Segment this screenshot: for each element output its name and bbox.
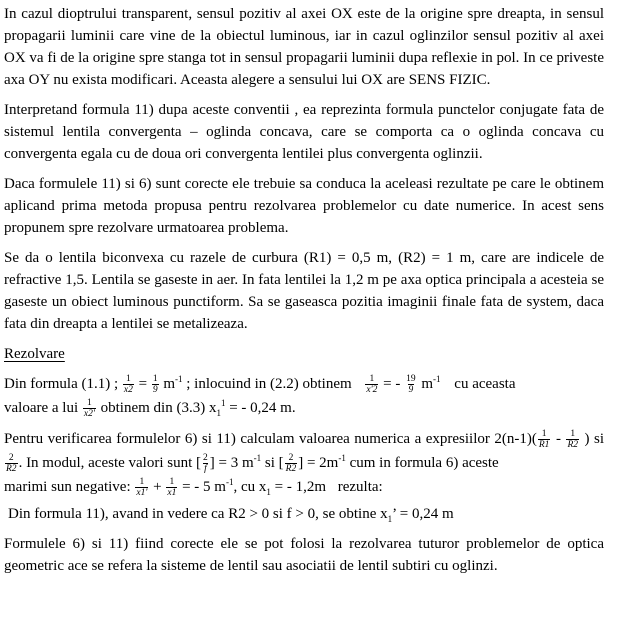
paragraph-conventions: In cazul dioptrului transparent, sensul pozitiv al axei OX este de la origine spre dreapta, in sensul propagarii luminii care vine de la obiectul luminous, iar in cazul oglinzilor sensul pozitiv al axei OX va fi de la origine spre stanga tot in sensul propagarii luminii dupa reflexie in pol. In ce priveste axa OY nu exista modificari. Aceasta alegere a sensului lui OX are SENS FIZIC. [4,6,604,88]
fraction: $\frac{1}{x1}$ [167,477,177,499]
paragraph-verification: Daca formulele 11) si 6) sunt corecte ele trebuie sa conduca la aceleasi rezultate pe care le obtinem aplicand prima metoda propusa pentru rezolvarea problemelor cu date numerice. In acest sens propunem spre rezolvare urmatoarea problema. [4,176,604,236]
verification-block: Pentru verificarea formulelor 6) si 11) calculam valoarea numerica a expresiilor 2(n-1)( $\frac{1}{R1}$ - $\frac{1}{R2}$ ) si $\frac{2}{R2}$ . In modul, aceste valori sunt [ $\frac{2}{f}$ ] = 3 $m^{-1}$ si [ $\frac{2}{R2}$ ] = $2m^{-1}$ cum in formula 6) aceste marimi sun negative: $\frac{1}{x1'}$ + $\frac{1}{x1}$ = - 5 $m^{-1}$, cu $x_1$ = - 1,2m rezulta: [4,429,604,499]
result-line: Din formula 11), avand in vedere ca R2 > 0 si f > 0, se obtine $x_1$’ = 0,24 m [8,506,454,525]
solution-line-2: valoare a lui $\frac{1}{x2'}$ obtinem din (3.3) $x_1^1$ = - 0,24 m. [4,398,296,420]
paragraph-problem: Se da o lentila biconvexa cu razele de curbura (R1) = 0,5 m, (R2) = 1 m, care are indicele de refractive 1,5. Lentila se gaseste in aer. In fata lentilei la 1,2 m pe axa optica principala a acesteia se gaseste un obiect luminous punctiform. Sa se gaseasca pozitia imaginii finale fata de system, daca fata din dreapta a lentilei se metalizeaza. [4,250,604,332]
fraction: $\frac{1}{x2'}$ [83,398,95,420]
fraction: $\frac{1}{x1'}$ [136,477,148,499]
fraction: $\frac{1}{R2}$ [567,429,578,451]
fraction: $\frac{1}{9}$ [152,374,158,396]
fraction: $\frac{2}{f}$ [203,453,208,475]
fraction: $\frac{19}{9}$ [406,374,416,396]
fraction: $\frac{1}{x2}$ [123,374,133,396]
solution-line-1: Din formula (1.1) ; $\frac{1}{x2}$ = $\frac{1}{9}$ $m^{-1}$ ; inlocuind in (2.2) obtinem $\frac{1}{x'2}$ = - $\frac{19}{9}$ $m^{-1}$ cu aceasta [4,374,516,396]
paragraph-interpretation: Interpretand formula 11) dupa aceste conventii , ea reprezinta formula punctelor conjugate fata de sistemul lentila convergenta – oglinda concava, care se comporta ca o oglinda concava cu convergenta egala cu de doua ori convergenta lentilei plus convergenta oglinzii. [4,102,604,162]
fraction: $\frac{2}{R2}$ [285,453,297,475]
fraction: $\frac{2}{R2}$ [6,453,17,475]
paragraph-conclusion: Formulele 6) si 11) fiind corecte ele se pot folosi la rezolvarea tuturor problemelor de optica geometric ace se refera la sisteme de lentil sau asociatii de lentil subtiri cu oglinzi. [4,536,604,575]
fraction: $\frac{1}{x'2}$ [366,374,378,396]
fraction: $\frac{1}{R1}$ [538,429,550,451]
heading-rezolvare: Rezolvare [4,346,65,362]
document-page [4,3,604,585]
